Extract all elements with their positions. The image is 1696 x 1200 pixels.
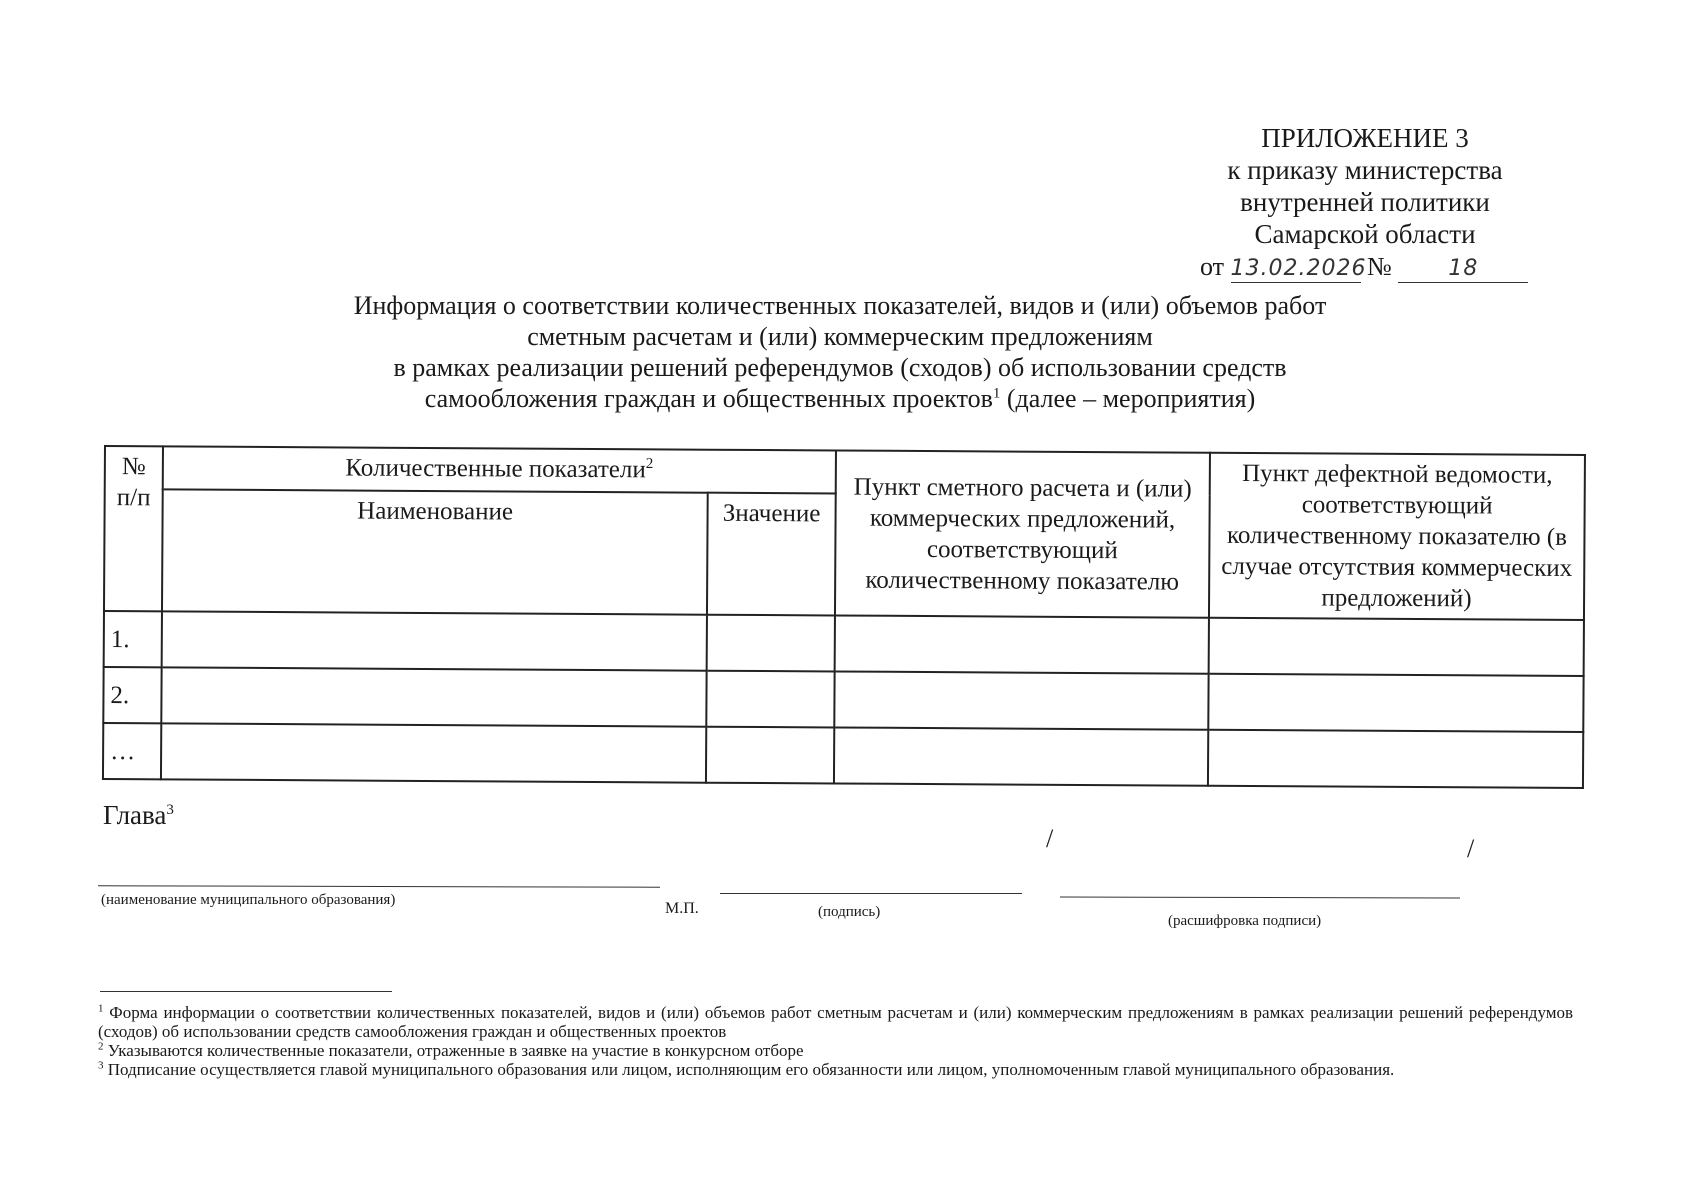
table-row bbox=[103, 667, 1583, 732]
cell-name[interactable] bbox=[161, 723, 706, 782]
footnote-2: $^2$ Указываются количественные показатели, отраженные в заявке на участие в конкурсном отборе bbox=[98, 1040, 804, 1060]
slash-separator: / bbox=[1467, 834, 1475, 863]
cell-value[interactable] bbox=[706, 671, 834, 728]
title-line-3: в рамках реализации решений референдумов (сходов) об использовании средств bbox=[393, 353, 1287, 382]
appendix-title: ПРИЛОЖЕНИЕ 3 bbox=[1261, 123, 1469, 153]
row-number: 2. bbox=[103, 667, 161, 723]
footnote-ref-2: 2 bbox=[645, 455, 654, 473]
footnote-1: $^1$ Форма информации о соответствии количественных показателей, видов и (или) объемов работ сметным расчетам и (или) коммерческим предложениям в рамках реализации решений референдумов (сходов) об использовании средств самообложения граждан и общественных проектов bbox=[98, 1002, 1574, 1041]
header-indicators: Количественные показатели$^2$ bbox=[163, 446, 836, 493]
signature-line[interactable] bbox=[720, 893, 1022, 894]
footnote-ref-3: 3 bbox=[166, 802, 174, 818]
header-name: Наименование bbox=[162, 489, 708, 614]
title-line-4: самообложения граждан и общественных проектов$^1$ (далее – мероприятия) bbox=[424, 384, 1256, 413]
title-line-2: сметным расчетам и (или) коммерческим предложениям bbox=[527, 322, 1153, 351]
indicators-table bbox=[102, 445, 1586, 789]
header-num: № п/п bbox=[104, 446, 163, 611]
order-number: 18 bbox=[1448, 256, 1479, 281]
order-date: 13.02.2026 bbox=[1230, 256, 1367, 281]
order-date-number bbox=[1200, 252, 1528, 283]
header-value: Значение bbox=[707, 493, 836, 616]
table-row bbox=[104, 611, 1584, 676]
cell-value[interactable] bbox=[707, 615, 835, 672]
cell-estimate[interactable] bbox=[835, 615, 1209, 673]
footnotes bbox=[98, 1003, 1573, 1079]
municipality-caption: (наименование муниципального образования) bbox=[101, 892, 396, 908]
cell-estimate[interactable] bbox=[834, 727, 1208, 785]
footnote-3: $^3$ Подписание осуществляется главой муниципального образования или лицом, исполняющим его обязанности или лицом, уполномоченным главой муниципального образования. bbox=[98, 1059, 1395, 1079]
appendix-header bbox=[1180, 122, 1550, 250]
cell-name[interactable] bbox=[162, 611, 707, 670]
table-row bbox=[103, 723, 1583, 788]
document-title bbox=[280, 290, 1400, 414]
appendix-line-3: Самарской области bbox=[1254, 219, 1476, 249]
date-prefix: от bbox=[1200, 252, 1225, 281]
cell-value[interactable] bbox=[706, 727, 834, 784]
cell-estimate[interactable] bbox=[834, 671, 1208, 729]
row-number: … bbox=[103, 723, 161, 779]
municipality-line[interactable] bbox=[98, 885, 660, 887]
slash-separator: / bbox=[1046, 824, 1054, 853]
cell-defect[interactable] bbox=[1209, 618, 1584, 676]
signature-caption: (подпись) bbox=[818, 904, 881, 920]
footnote-ref-1: 1 bbox=[992, 385, 1001, 402]
stamp-label: М.П. bbox=[665, 900, 699, 917]
appendix-line-1: к приказу министерства bbox=[1227, 155, 1503, 185]
appendix-line-2: внутренней политики bbox=[1240, 187, 1490, 217]
title-line-1: Информация о соответствии количественных показателей, видов и (или) объемов работ bbox=[353, 291, 1327, 320]
cell-name[interactable] bbox=[161, 667, 706, 726]
number-sign: № bbox=[1367, 252, 1392, 281]
header-estimate: Пункт сметного расчета и (или) коммерческих предложений, соответствующий количественному показателю bbox=[835, 450, 1210, 617]
cell-defect[interactable] bbox=[1208, 674, 1583, 732]
decoding-line[interactable] bbox=[1060, 896, 1460, 898]
cell-defect[interactable] bbox=[1208, 730, 1583, 788]
header-defect: Пункт дефектной ведомости, соответствующий количественному показателю (в случае отсутствия коммерческих предложений) bbox=[1209, 453, 1585, 620]
decoding-caption: (расшифровка подписи) bbox=[1168, 913, 1322, 929]
row-number: 1. bbox=[104, 611, 162, 667]
footnote-rule bbox=[100, 991, 392, 992]
head-label: Глава$^3$ bbox=[103, 800, 174, 830]
